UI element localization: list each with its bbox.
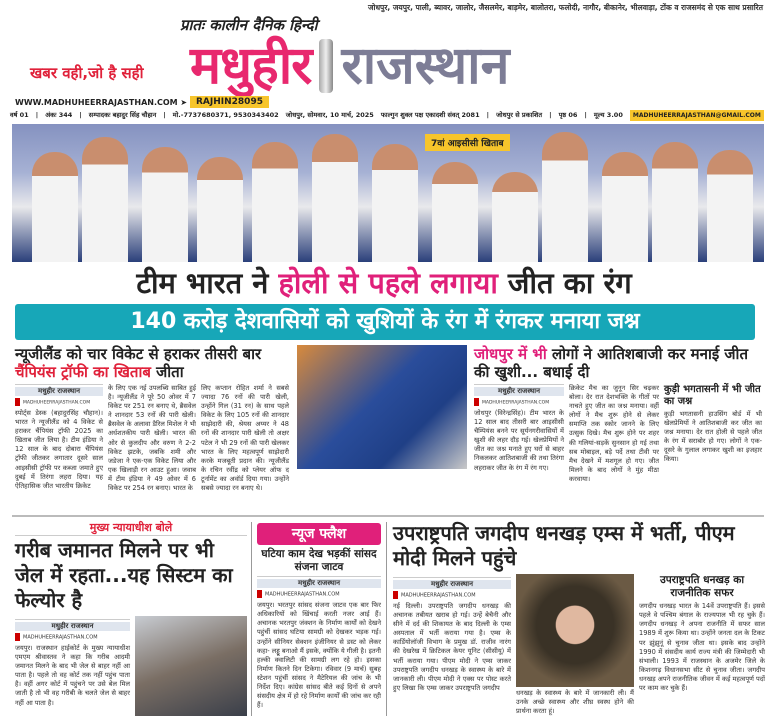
story2-col1: जोधपुर (विरेन्द्रसिंह)। टीम भारत के 12 साल बाद तीसरी बार आइसीसी चैम्पियंस बनने पर सूर्यनगरीवासियों में खुशी की लहर दौड़ गई। खेलप्रेमियों ने जीत का जश्न मनाते हुए घरों से बाहर निकलकर आतिशबाजी की तथा तिरंगा लहराकर जीत के रंग में रंग गए। (474, 409, 564, 472)
panchang: फाल्गुन शुक्ल पक्ष एकादशी संवत् 2081 (380, 111, 480, 119)
registration-number: RAJHIN28095 (190, 96, 269, 108)
byline (393, 577, 511, 599)
byline-site: MADHUHEERRAJASTHAN.COM (23, 634, 98, 641)
logo (190, 37, 510, 95)
team-celebration-photo (12, 124, 764, 262)
news-flash-label: न्यूज फ्लैश (257, 523, 381, 545)
headline-part: जीता (150, 363, 184, 381)
lead-subheadline: 140 करोड़ देशवासियों को खुशियों के रंग में रंगकर मनाया जश्न (15, 304, 755, 340)
section-divider (12, 515, 764, 517)
story4-kicker: मुख्य न्यायाधीश बोले (15, 521, 247, 536)
story6-headline[interactable]: उपराष्ट्रपति जगदीप धनखड़ एम्स में भर्ती, पीएम मोदी मिलने पहुंचे (393, 521, 735, 570)
byline-site: MADHUHEERRAJASTHAN.COM (23, 400, 91, 406)
editor: सम्पादकः बहादुर सिंह चौहान (88, 111, 157, 119)
tagline: प्रातः कालीन दैनिक हिन्दी (180, 16, 318, 34)
date: जोधपुर, सोमवार, 10 मार्च, 2025 (285, 111, 374, 119)
vice-president-photo (516, 574, 634, 687)
chief-justice-photo (135, 616, 247, 716)
headline-part: जीत का रंग (497, 266, 632, 300)
edition-info-bar: वर्ष 01 | अंकः 344 | सम्पादकः बहादुर सिंह चौहान | मो.-7737680371, 9530343402 जोधपुर, सोमवार, 10 मार्च, 2025 फाल्गुन शुक्ल पक्ष एकादशी संवत् 2081 | जोधपुर से प्रकाशित | पृष्ठ 06 | मूल्य 3.00 MADHUHEERRAJASTHAN@GMAIL.COM (10, 110, 764, 121)
year: वर्ष 01 (10, 111, 29, 119)
slogan: खबर वही,जो है सही (30, 64, 144, 82)
team-trophy-photo (297, 345, 467, 469)
story4-body: जयपुर। राजस्थान हाईकोर्ट के मुख्य न्यायाधीश एमएम श्रीवास्तव ने कहा कि गरीब आदमी जमानत मिलने के बाद भी जेल से बाहर नहीं आ पाता है। पहले तो वह कोर्ट तक नहीं पहुंच पाता है। वहीं अगर कोर्ट में पहुंचने पर उसे बेल मिल जाती है तो भी वह गरीबी के चलते जेल से बाहर नहीं आ पाता है। (15, 644, 130, 707)
website-text[interactable]: WWW.MADHUHEERRAJASTHAN.COM (15, 98, 178, 107)
issue: अंकः 344 (45, 111, 73, 119)
story7-body: जगदीप धनखड़ भारत के 14वें उपराष्ट्रपति हैं। इससे पहले वे पश्चिम बंगाल के राज्यपाल भी रह चुके हैं। जगदीप धनखड़ ने अपना राजनीति में सफर साल 1989 में शुरू किया था। उन्होंने जनता दल के टिकट पर झुंझुनूं से चुनाव जीता था। इसके बाद उन्होंने 1990 में संसदीय कार्य राज्य मंत्री की जिम्मेदारी भी संभाली। 1993 में राजस्थान के अजमेर जिले के किशनगढ़ विधानसभा सीट से चुनाव जीता। जगदीप धनखड़ अपने राजनीतिक जीवन में कई महत्वपूर्ण पदों पर काम कर चुके हैं। (639, 602, 765, 693)
story4 (15, 521, 247, 716)
byline-site: MADHUHEERRAJASTHAN.COM (265, 591, 340, 598)
story1-headline[interactable] (15, 345, 291, 381)
column-divider (251, 522, 252, 716)
photo-badge: 7वां आइसीसी खिताब (425, 134, 510, 151)
headline-part: न्यूजीलैंड को चार विकेट से हराकर तीसरी बार (15, 345, 262, 363)
byline (257, 576, 381, 598)
story1-col3: लिए कप्तान रोहित शर्मा ने सबसे ज्यादा 76 रनों की पारी खेली, उन्होंने गिल (31 रन) के साथ पहले विकेट के लिए 105 रनों की शानदार साझेदारी की, श्रेयस अय्यर ने 48 रनों की शानदार पारी खेली तो अक्षर पटेल ने भी 29 रनों की पारी खेलकर भारत के लिए महत्वपूर्ण साझेदारी करके मजबूती प्रदान की। न्यूजीलैंड के रचिन रवींद्र को प्लेयर ऑफ द टूर्नामेंट का अवॉर्ड दिया गया। उन्होंने सबसे ज्यादा रन बनाए थे। (201, 384, 289, 493)
story7-headline[interactable]: उपराष्ट्रपति धनखड़ का राजनीतिक सफर (659, 574, 745, 599)
headline-part: लोगों ने आतिशबाजी कर मनाई जीत की खुशी... बधाई दी (474, 345, 748, 381)
story1-col1: स्पोर्ट्स डेस्क (बहादुरसिंह चौहान)। भारत ने न्यूजीलैंड को 4 विकेट से हराकर चैंपियंस ट्रॉफी 2025 का खिताब जीत लिया है। टीम इंडिया ने 12 साल के बाद दोबारा चैंपियंस ट्रॉफी जीतकर लगातार दूसरे साल आइसीसी ट्रॉफी पर कब्जा जमाते हुए दुबई में तिरंगा लहरा दिया। यह ऐतिहासिक जीत भारतीय क्रिकेट (15, 409, 103, 490)
mobile: मो.-7737680371, 9530343402 (172, 111, 279, 119)
byline (15, 384, 103, 406)
story4-headline[interactable]: गरीब जमानत मिलने पर भी जेल में रहता...यह सिस्टम का फेल्योर है (15, 538, 233, 612)
story2-col2: क्रिकेट मैच का जुनून सिर चढ़कर बोला। देर रात देशभक्ति के गीतों पर नाचते हुए जीत का जश्न मनाया। वहीं लोगों ने मैच शुरू होने से लेकर समाप्ति तक स्कोर जानने के लिए उत्सुक दिखे। मैच शुरू होने पर शहर की गलियां-सड़कें सुनसान हो गई तथा सब मोबाइल, बड़े पर्दे तथा टीवी पर मैच देखने में मशगूल हो गए। जीत मिलने के बाद लोगों ने मुंह मीठा करवाया। (569, 384, 659, 483)
photo-caption: धनखड़ के स्वास्थ्य के बारे में जानकारी ली। मैं उनके अच्छे स्वास्थ्य और शीघ्र स्वस्थ होने की प्रार्थना करता हूं। (516, 688, 634, 715)
byline-name: मधुहीर राजस्थान (257, 579, 381, 588)
story3-headline[interactable]: कुड़ी भगतासनी में भी जीत का जश्न (664, 384, 761, 407)
byline (15, 619, 130, 641)
story3-body: कुड़ी भगतासनी हाउसिंग बोर्ड में भी खेलप्रेमियों ने आतिशबाजी कर जीत का जश्न मनाया। देर रात होली से पहले जीत के रंग में सराबोर हो गए। लोगों ने एक-दूसरे के गुलाल लगाकर खुशी का इजहार किया। (664, 410, 762, 464)
story1 (15, 345, 291, 493)
trophy-icon (319, 39, 333, 93)
published-from: जोधपुर से प्रकाशित (496, 111, 543, 119)
byline-name: मधुहीर राजस्थान (474, 387, 564, 396)
byline-site: MADHUHEERRAJASTHAN.COM (482, 400, 550, 406)
byline-name: मधुहीर राजस्थान (393, 580, 511, 589)
story5 (257, 523, 381, 716)
logo-rajasthan: राजस्थान (341, 36, 510, 96)
headline-highlight: होली से पहले लगाया (278, 266, 498, 300)
byline-site: MADHUHEERRAJASTHAN.COM (401, 592, 476, 599)
byline-name: मधुहीर राजस्थान (15, 387, 103, 396)
headline-highlight: चैंपियंस ट्रॉफी का खिताब (15, 363, 151, 381)
story5-body: जयपुर। भरतपुर सांसद संजना जाटव एक बार फिर अधिकारियों को खिंचाई करती नजर आई हैं। अचानक भरतपुर जंक्शन के निर्माण कार्यों को देखने पहुंचीं सांसद घटिया सामग्री को देखकर भड़क गई। उन्होंने सीनियर सेक्शन इंजीनियर से डस्ट को लेकर कहा- लड्डू बनाओ मैं इसके, क्योंकि ये गीली है। इतनी हल्की क्वालिटी की सामग्री लग रहे हो। इसका निर्माण कितने दिन टिकेगा। रविवार (9 मार्च) सुबह स्टेशन पहुंचीं सांसद ने मैटेरियल की जांच के भी निर्देश दिए। कांग्रेस सांसद बीते कई दिनों से अपने संसदीय क्षेत्र में हो रहे निर्माण कार्यों की जांच कर रही हैं। (257, 601, 381, 710)
pages: पृष्ठ 06 (558, 111, 578, 119)
story2 (474, 345, 764, 483)
email[interactable]: MADHUHEERRAJASTHAN@GMAIL.COM (630, 110, 764, 121)
column-divider (386, 522, 387, 716)
story6-body: नई दिल्ली। उपराष्ट्रपति जगदीप धनखड़ की अचानक तबीयत खराब हो गई। उन्हें बेचैनी और सीने में दर्द की शिकायत के बाद दिल्ली के एम्स अस्पताल में भर्ती कराया गया है। एम्स के कार्डियोलॉजी विभाग के प्रमुख डॉ. राजीव नारंग की देखरेख में क्रिटिकल केयर यूनिट (सीसीयू) में भर्ती कराया गया। पीएम मोदी ने एम्स जाकर उपराष्ट्रपति जगदीप धनखड़ के स्वास्थ्य के बारे में जानकारी ली। पीएम मोदी ने एक्स पर पोस्ट करते हुए लिखा कि एम्स जाकर उपराष्ट्रपति जगदीप (393, 602, 511, 692)
story1-col2: के लिए एक नई उपलब्धि साबित हुई है। न्यूजीलैंड ने पूरे 50 ओवर में 7 विकेट पर 251 रन बनाए थे, ब्रैसवेल ने शानदार 53 रनों की पारी खेली। ब्रैसवेल के अलावा डैरिल मिशेल ने भी अर्धशतकीय पारी खेली। भारत की ओर से कुलदीप और वरुण ने 2-2 विकेट झटके, जबकि शमी और जडेजा ने एक-एक विकेट लिया और एक खिलाड़ी रन आउट हुआ। जवाब में टीम इंडिया ने 49 ओवर में 6 विकेट पर 254 रन बनाए। भारत के (108, 384, 196, 493)
website-link[interactable] (15, 97, 187, 108)
byline-name: मधुहीर राजस्थान (15, 622, 130, 631)
distribution-cities: जोधपुर, जयपुर, पाली, ब्यावर, जालोर, जैसलमेर, बाड़मेर, बालोतरा, फलोदी, नागौर, बीकानेर, भीलवाड़ा, टोंक व राजसमंद से एक साथ प्रसारित (367, 3, 763, 12)
headline-part: टीम भारत ने (136, 266, 279, 300)
headline-highlight: जोधपुर में भी (474, 345, 547, 363)
story2-headline[interactable] (474, 345, 764, 381)
byline (474, 384, 564, 406)
story5-headline[interactable]: घटिया काम देख भड़कीं सांसद संजना जाटव (261, 548, 377, 573)
logo-madhuheer: मधुहीर (190, 36, 312, 96)
story6 (393, 521, 765, 716)
cursor-icon: ➤ (180, 98, 188, 107)
price: मूल्य 3.00 (593, 111, 623, 119)
lead-headline[interactable] (0, 264, 768, 302)
